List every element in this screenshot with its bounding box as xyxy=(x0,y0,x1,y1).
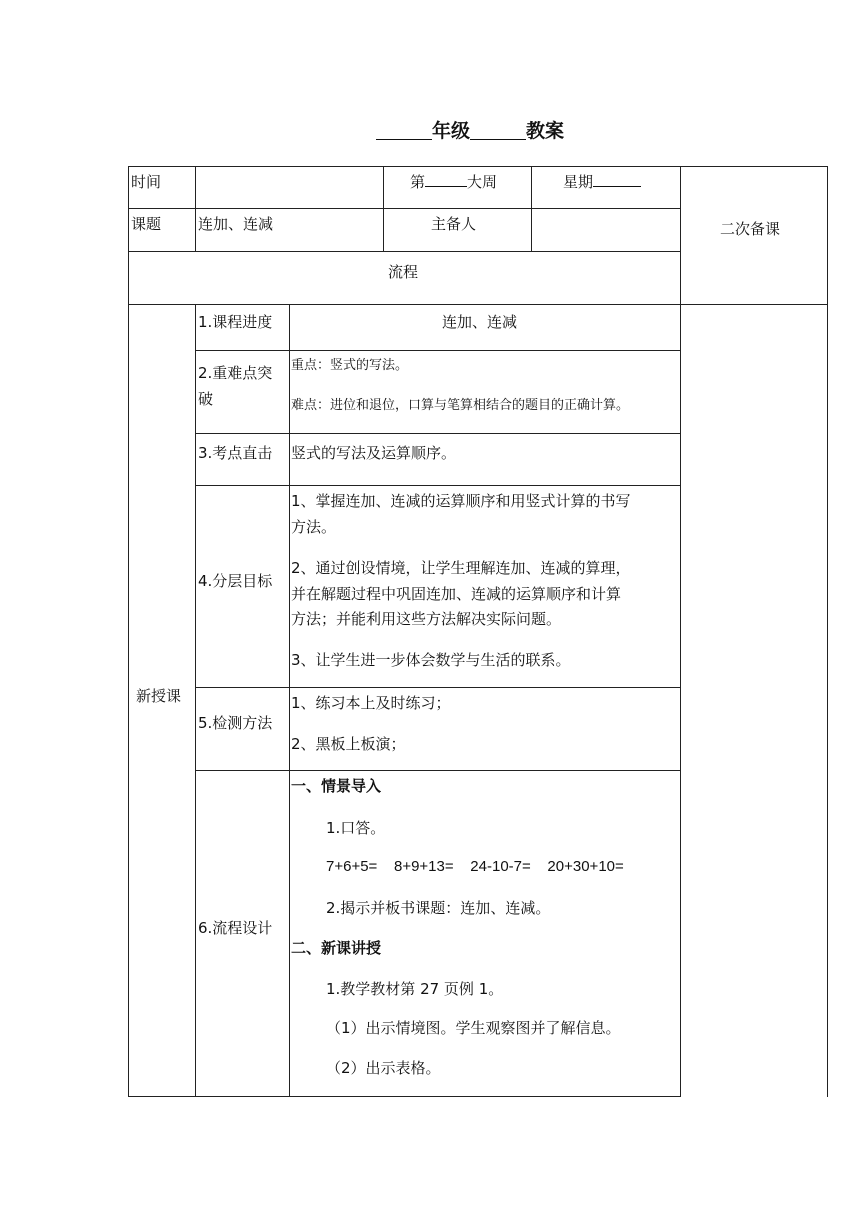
preparer-label: 主备人 xyxy=(431,215,477,233)
goal-3: 3、让学生进一步体会数学与生活的联系。 xyxy=(291,651,571,669)
plan-blank xyxy=(470,120,526,140)
check-1: 1、练习本上及时练习； xyxy=(291,694,451,712)
progress-label: 1.课程进度 xyxy=(198,313,273,331)
rule xyxy=(128,208,680,209)
rule xyxy=(289,304,290,1097)
topic-label: 课题 xyxy=(131,215,162,233)
flow-design-label: 6.流程设计 xyxy=(198,919,273,937)
goal-2-line-3: 方法；并能利用这些方法解决实际问题。 xyxy=(291,610,562,628)
key-point: 重点：竖式的写法。 xyxy=(291,358,409,373)
rule xyxy=(128,304,828,305)
weekday-field xyxy=(563,172,641,192)
step-1-1: 1.口答。 xyxy=(326,819,386,837)
step-1-2: 2.揭示并板书课题：连加、连减。 xyxy=(326,899,551,917)
expressions: 7+6+5= 8+9+13= 24-10-7= 20+30+10= xyxy=(326,858,624,875)
goal-2-line-2: 并在解题过程中巩固连加、连减的运算顺序和计算 xyxy=(291,585,622,603)
week-field xyxy=(410,172,497,192)
step-2-2: （1）出示情境图。学生观察图并了解信息。 xyxy=(326,1019,621,1037)
exam-value: 竖式的写法及运算顺序。 xyxy=(291,444,457,462)
rule xyxy=(195,304,196,1097)
rule xyxy=(531,166,532,251)
week-prefix: 第 xyxy=(410,173,426,191)
week-blank xyxy=(425,172,467,187)
rule xyxy=(128,166,828,167)
step-2-3: （2）出示表格。 xyxy=(326,1059,441,1077)
keypoints-label-cont: 破 xyxy=(198,390,214,408)
rule xyxy=(128,251,680,252)
grade-blank xyxy=(376,120,432,140)
lesson-type: 新授课 xyxy=(136,687,182,705)
check-2: 2、黑板上板演； xyxy=(291,735,406,753)
goals-label: 4.分层目标 xyxy=(198,572,273,590)
rule xyxy=(128,166,129,1097)
weekday-blank xyxy=(593,172,641,187)
weekday-label: 星期 xyxy=(563,173,594,191)
rule xyxy=(128,1096,680,1097)
second-prep-label: 二次备课 xyxy=(720,220,781,238)
goal-1-line-2: 方法。 xyxy=(291,518,337,536)
goal-2-line-1: 2、通过创设情境，让学生理解连加、连减的算理， xyxy=(291,559,631,577)
week-suffix: 大周 xyxy=(467,173,498,191)
progress-value: 连加、连减 xyxy=(442,313,518,331)
rule xyxy=(195,350,680,351)
rule xyxy=(195,485,680,486)
rule xyxy=(195,770,680,771)
title-plan: 教案 xyxy=(526,120,565,142)
time-label: 时间 xyxy=(131,173,162,191)
check-label: 5.检测方法 xyxy=(198,714,273,732)
keypoints-label: 2.重难点突 xyxy=(198,364,273,382)
rule xyxy=(195,433,680,434)
rule xyxy=(195,687,680,688)
rule xyxy=(195,166,196,251)
exam-label: 3.考点直击 xyxy=(198,444,273,462)
section-2-heading: 二、新课讲授 xyxy=(291,939,382,957)
flow-label: 流程 xyxy=(388,263,419,281)
step-2-1: 1.教学教材第 27 页例 1。 xyxy=(326,980,504,998)
section-1-heading: 一、情景导入 xyxy=(291,777,382,795)
rule xyxy=(827,166,828,1097)
difficult-point: 难点：进位和退位，口算与笔算相结合的题目的正确计算。 xyxy=(291,398,630,413)
goal-1-line-1: 1、掌握连加、连减的运算顺序和用竖式计算的书写 xyxy=(291,492,631,510)
page-title xyxy=(376,116,564,143)
rule xyxy=(680,166,681,1097)
topic-value: 连加、连减 xyxy=(198,215,274,233)
title-grade: 年级 xyxy=(432,120,471,142)
rule xyxy=(383,166,384,251)
